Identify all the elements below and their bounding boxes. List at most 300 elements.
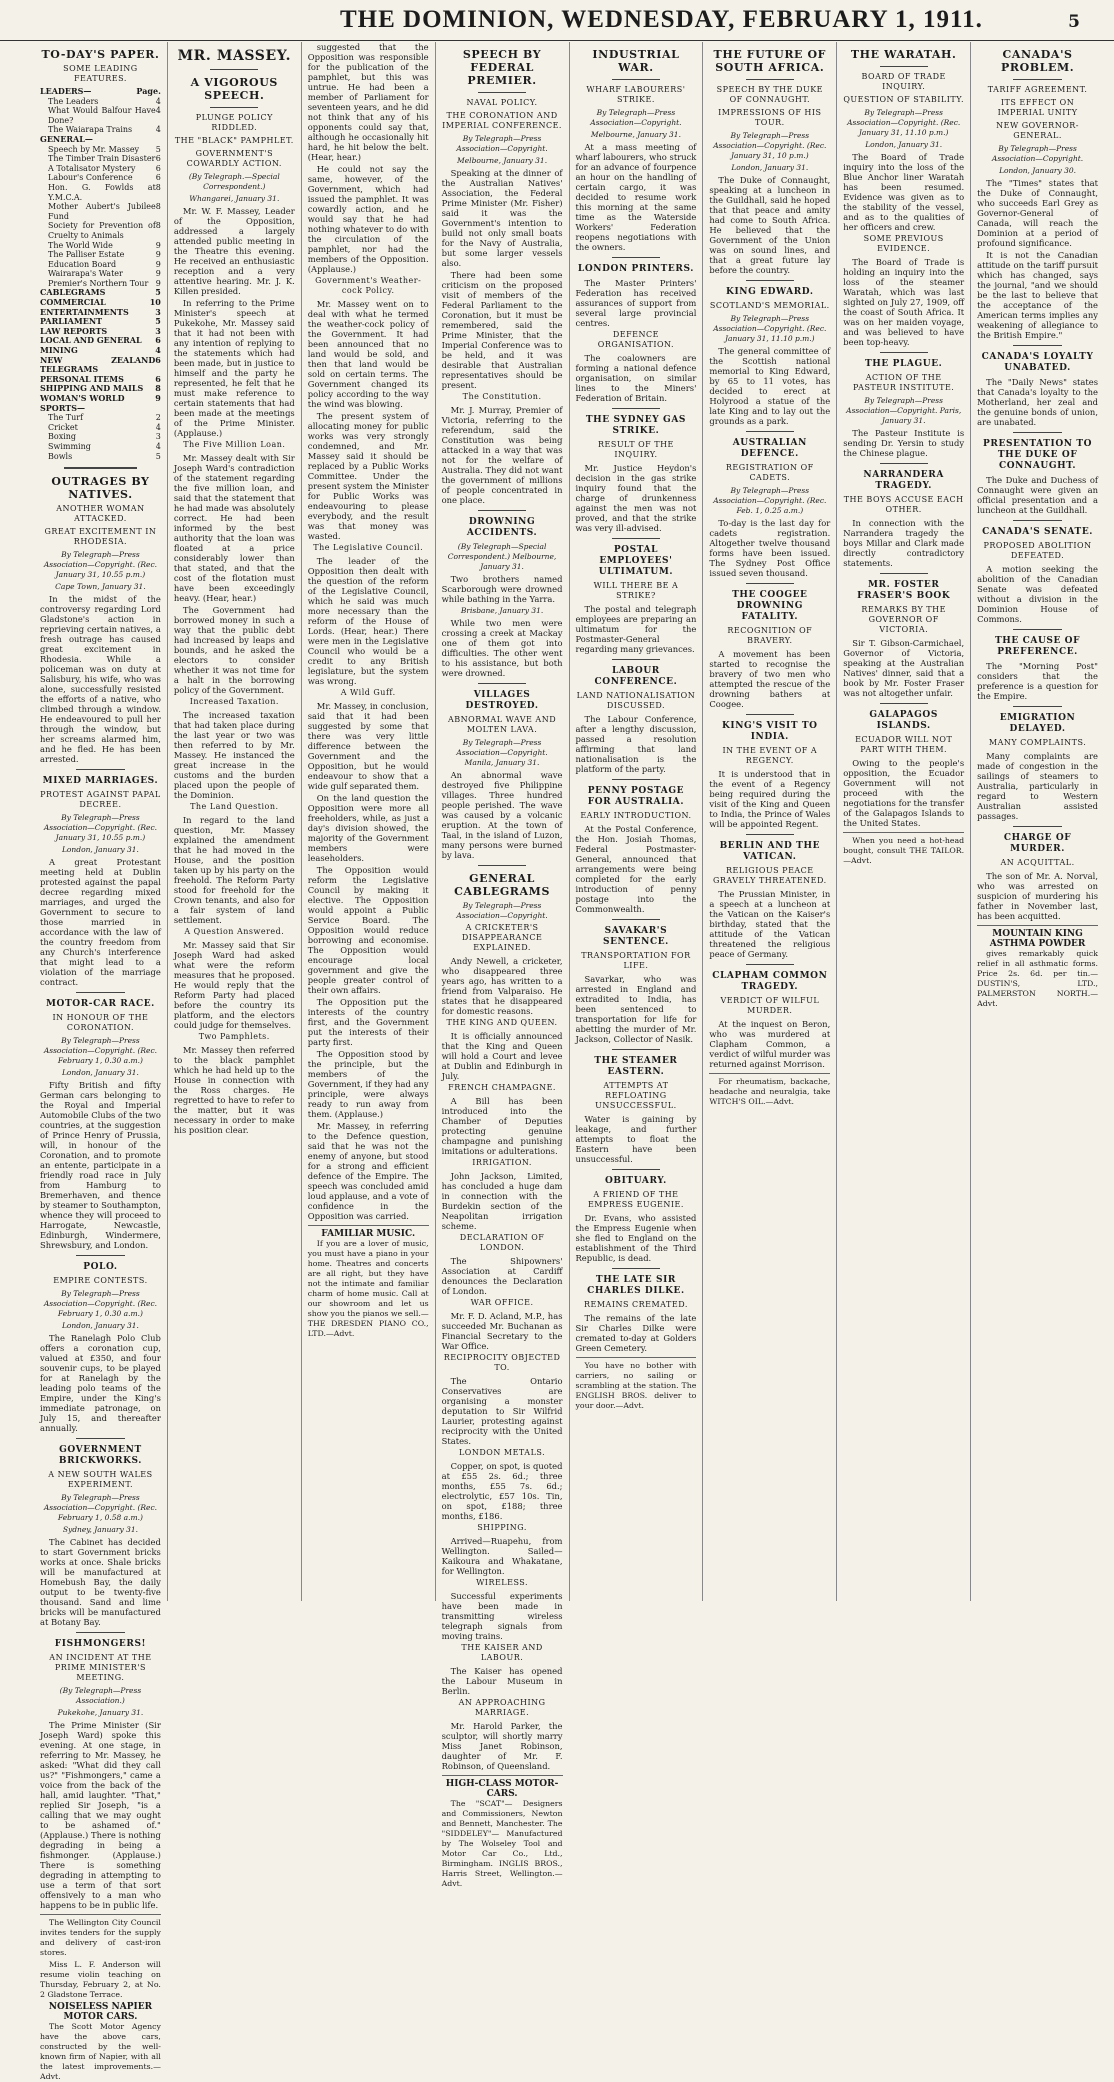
- article-heading: THE STEAMER EASTERN.: [594, 1056, 678, 1077]
- index-entry-page: 8: [155, 221, 161, 231]
- article-heading: PRESENTATION TO THE DUKE OF CONNAUGHT.: [983, 439, 1093, 471]
- article-heading: POSTAL EMPLOYEES' ULTIMATUM.: [598, 545, 674, 577]
- advertisement: [308, 1225, 429, 1339]
- dateline: Whangarei, January 31.: [189, 194, 280, 203]
- index-entry-label: Society for Prevention of Cruelty to Animals: [48, 221, 156, 240]
- divider: [612, 79, 660, 80]
- article-text: It is understood that in the event of a Regency being required during the visit of the King and Queen to India, the Prince of Wales will be appointed Regent.: [709, 769, 831, 829]
- article-heading: DROWNING ACCIDENTS.: [466, 517, 538, 538]
- article-text: While two men were crossing a creek at Mackay one of them got into difficulties. The other went to his assistance, but both were drowned.: [441, 618, 563, 678]
- section-heading: The Land Question.: [190, 802, 279, 811]
- article-text: The son of Mr. A. Norval, who was arrested on suspicion of murdering his father in November last, has been acquitted.: [977, 871, 1098, 921]
- dateline: Cape Town, January 31.: [55, 582, 146, 592]
- index-entry-page: 5: [155, 451, 161, 461]
- article-heading: MR. FOSTER FRASER'S BOOK: [857, 580, 951, 601]
- article-text: Fifty British and fifty German cars belonging to the Royal and Imperial Automobile Clubs of the two countries, at the suggestion of Prince Henry of Prussia, will, in honour of the Coronation, and to promote an entente, participate in a friendly road race in July from Hamburg to Bremerhaven, and thence by steamer to Southampton, whence they will proceed to Harrogate, Newcastle, Edinburgh, Windermere, Shrewsbury, and London.: [40, 1080, 161, 1251]
- column-5: [570, 42, 704, 1601]
- dateline: Pukekohe, January 31.: [57, 1708, 144, 1718]
- article-heading: VILLAGES DESTROYED.: [465, 690, 539, 711]
- index-entry-label: The Timber Train Disaster: [48, 154, 156, 164]
- article-subheading: THE CORONATION AND IMPERIAL CONFERENCE.: [442, 111, 562, 130]
- index-entry-label: PERSONAL ITEMS: [40, 373, 124, 384]
- index-entry: [40, 145, 161, 155]
- article-text: The "Times" states that the Duke of Connaught, who succeeds Earl Grey as Governor-General of Canada, will reach the Dominion at a period of profound significance.: [977, 178, 1098, 248]
- article-text: In the midst of the controversy regarding Lord Gladstone's action in reprieving certain natives, a fresh outrage has caused great excitement in Rhodesia. While a policeman was on duty at Salisbury, his wife, who was alone, successfully resisted the efforts of a native, who climbed through a window. He endeavoured to pull her through the window, but her screams alarmed him, and he fled. He has been arrested.: [40, 594, 161, 765]
- article-text: At the inquest on Beron, who was murdered at Clapham Common, a verdict of wilful murder was returned against Morrison.: [709, 1019, 831, 1069]
- dateline: London, January 31.: [61, 1068, 139, 1078]
- article-heading: LABOUR CONFERENCE.: [594, 666, 678, 687]
- dateline: London, January 31.: [731, 163, 809, 172]
- article-text: Water is gaining by leakage, and further attempts to float the Eastern have been unsuccessful.: [575, 1114, 697, 1164]
- index-entry-label: Bowls: [48, 451, 73, 461]
- ad-heading: NOISELESS NAPIER MOTOR CARS.: [48, 2002, 153, 2023]
- index-entry: [40, 164, 161, 174]
- article-text: Mr. Massey then referred to the black pamphlet which he had held up to the House in connection with the Ross charges. He regretted to have to refer to the matter, but it was necessary in order to make his position clear.: [173, 1045, 295, 1135]
- article-heading: CHARGE OF MURDER.: [1003, 833, 1072, 854]
- article-subheading: RECOGNITION OF BRAVERY.: [727, 626, 813, 645]
- column-7: [837, 42, 971, 1601]
- article-subheading: THE "BLACK" PAMPHLET.: [174, 136, 294, 145]
- credit-line: By Telegraph—Press Association—Copyright.: [456, 134, 548, 153]
- index-entry-page: 9: [155, 259, 161, 269]
- divider: [746, 583, 794, 584]
- article-subheading: IMPRESSIONS OF HIS TOUR.: [718, 108, 822, 127]
- article-text: Andy Newell, a cricketer, who disappeared three years ago, has written to a friend from Valparaiso. He states that he disappeared for domestic reasons.: [441, 956, 563, 1016]
- index-entry-label: NEW ZEALAND TELEGRAMS: [40, 354, 156, 375]
- article-subheading: ANOTHER WOMAN ATTACKED.: [56, 504, 145, 524]
- section-heading: The Constitution.: [462, 392, 542, 401]
- credit-line: By Telegraph—Press Association—Copyright. (Rec. January 31, 10 p.m.): [713, 131, 827, 160]
- index-entry-label: Education Board: [48, 259, 117, 269]
- index-entry-label: Cricket: [48, 422, 78, 432]
- index-entry-page: 10: [149, 297, 161, 308]
- page-number: 5: [1068, 12, 1080, 32]
- index-entry: [40, 154, 161, 164]
- article-heading: GENERAL CABLEGRAMS: [454, 872, 551, 898]
- article-subheading: VERDICT OF WILFUL MURDER.: [720, 996, 820, 1015]
- article-heading: THE COOGEE DROWNING FATALITY.: [732, 590, 808, 622]
- index-entry: [40, 173, 161, 183]
- article-heading: SPEECH BY FEDERAL PREMIER.: [462, 48, 542, 87]
- article-subheading: PROPOSED ABOLITION DEFEATED.: [983, 541, 1092, 560]
- article-text: The increased taxation that had taken place during the last year or two was then referred to by Mr. Massey. He instanced the great increase in the customs and the burden placed upon the people of the Dominion.: [173, 710, 295, 800]
- article-text: A Bill has been introduced into the Chamber of Deputies protecting genuine champagne and punishing imitations or adulterations.: [441, 1096, 563, 1156]
- dateline: Melbourne, January 31.: [457, 156, 548, 165]
- article-heading: THE CAUSE OF PREFERENCE.: [995, 636, 1081, 657]
- article-heading: AUSTRALIAN DEFENCE.: [732, 438, 807, 459]
- article-text: Mr. Massey, in conclusion, said that it had been suggested by some that there was very little difference between the Government and the Opposition, but he would endeavour to show that a wide gulf separated them.: [307, 701, 429, 791]
- article-text: Copper, on spot, is quoted at £55 2s. 6d.; three months, £55 7s. 6d.; electrolytic, £57 10s. Tin, on spot, £188; three months, £186.: [441, 1461, 563, 1521]
- divider: [1013, 706, 1061, 707]
- article-text: The Duke of Connaught, speaking at a luncheon in the Guildhall, said he hoped that that peace and amity had come to South Africa. He believed that the Government of the Union was on sound lines, and that a great future lay before the country.: [709, 175, 831, 275]
- divider: [210, 69, 258, 70]
- credit-line: By Telegraph—Press Association—Copyright. (Rec. January 31, 11.10 p.m.): [713, 314, 827, 343]
- advertisement: [576, 1357, 697, 1411]
- contents-index: [40, 87, 161, 461]
- article-text: In regard to the land question, Mr. Massey explained the amendment that he had moved in the House, and the position taken up by his party on the freehold. The Reform Party stood for freehold for the Crown tenants, and also for a fair system of land settlement.: [173, 815, 295, 925]
- article-text: Mr. Massey dealt with Sir Joseph Ward's contradiction of the statement regarding the five million loan, and said that the statement that he had made was absolutely correct. He had been informed by the best authority that the loan was floated at a price considerably lower than that stated, and that the cost of the flotation must have been exceedingly heavy. (Hear, hear.): [173, 453, 295, 603]
- index-entry-page: 9: [155, 240, 161, 250]
- index-entry: [40, 106, 161, 125]
- divider: [1013, 345, 1061, 346]
- index-entry-page: 9: [155, 269, 161, 279]
- article-subheading: TARIFF AGREEMENT.: [987, 85, 1088, 94]
- index-entry: [40, 250, 161, 260]
- article-text: Owing to the people's opposition, the Ecuador Government will not proceed with the negotiations for the transfer of the Galapagos Islands to the United States.: [843, 758, 965, 828]
- index-entry-page: 6: [155, 163, 161, 173]
- index-entry-page: 9: [155, 250, 161, 260]
- article-heading: THE FUTURE OF SOUTH AFRICA.: [713, 48, 827, 74]
- article-subheading: ACTION OF THE PASTEUR INSTITUTE.: [853, 373, 955, 392]
- article-heading: CANADA'S LOYALTY UNABATED.: [981, 352, 1094, 373]
- index-entry-label: ENTERTAINMENTS: [40, 306, 129, 317]
- index-entry: [40, 452, 161, 462]
- ad-heading: HIGH-CLASS MOTOR-CARS.: [445, 1779, 559, 1799]
- article-text: Two brothers named Scarborough were drowned while bathing in the Yarra.: [441, 574, 563, 604]
- index-entry-label: The Turf: [48, 413, 84, 423]
- index-entry-page: 2: [155, 413, 161, 423]
- article-text: The Government had borrowed money in such a way that the public debt had increased by leaps and bounds, and he asked the electors to consider whether it was not time for a halt in the borrowing policy of the Government.: [173, 605, 295, 695]
- article-heading: PENNY POSTAGE FOR AUSTRALIA.: [587, 786, 685, 807]
- divider: [880, 703, 928, 704]
- section-heading: A Question Answered.: [184, 927, 285, 936]
- ad-text: The "SCAT"— Designers and Commissioners, Newton and Bennett, Manchester. The "SIDDELEY"— Manufactured by The Wolseley Tool and Motor Car Co., Ltd., Birmingham. INGLIS BROS., Harris Street, Wellington.—Advt.: [441, 1799, 563, 1888]
- article-heading: INDUSTRIAL WAR.: [592, 48, 680, 74]
- divider: [478, 865, 526, 866]
- article-heading: BERLIN AND THE VATICAN.: [719, 841, 821, 862]
- index-entry-page: 6: [155, 154, 161, 164]
- article-subheading: ECUADOR WILL NOT PART WITH THEM.: [855, 735, 953, 754]
- ad-text: Miss L. F. Anderson will resume violin teaching on Thursday, February 2, at No. 2 Gladstone Terrace.: [40, 1960, 161, 2000]
- article-heading: GALAPAGOS ISLANDS.: [869, 710, 938, 731]
- article-subheading: RELIGIOUS PEACE GRAVELY THREATENED.: [712, 866, 827, 885]
- index-entry: [40, 135, 161, 145]
- index-entry: [40, 356, 161, 375]
- dateline: London, January 31.: [865, 140, 943, 149]
- article-text: The Master Printers' Federation has received assurances of support from several large provincial centres.: [575, 278, 697, 328]
- dateline: Brisbane, January 31.: [460, 606, 544, 615]
- article-text: Mr. Justice Heydon's decision in the gas strike inquiry found that the charge of drunkenness against the men was not proved, and that the strike was very ill-advised.: [575, 463, 697, 533]
- article-heading: THE SYDNEY GAS STRIKE.: [585, 415, 686, 436]
- ad-heading: MOUNTAIN KING ASTHMA POWDER: [989, 929, 1086, 949]
- article-text: On the land question the Opposition were more all freeholders, while, as just a day's division showed, the majority of the Government members were leaseholders.: [307, 793, 429, 863]
- credit-line: By Telegraph—Press Association—Copyright. Manila, January 31.: [456, 738, 548, 767]
- section-heading: SHIPPING.: [477, 1523, 527, 1532]
- index-entry-label: LAW REPORTS: [40, 325, 108, 336]
- credit-line: By Telegraph—Press Association—Copyright.: [590, 108, 682, 127]
- index-entry: [40, 423, 161, 433]
- divider: [1013, 432, 1061, 433]
- index-entry: [40, 432, 161, 442]
- index-entry-label: LEADERS—: [40, 86, 92, 96]
- index-entry-label: CABLEGRAMS: [40, 287, 106, 298]
- article-subheading: AN ACQUITTAL.: [1000, 858, 1075, 867]
- article-heading: FISHMONGERS!: [54, 1639, 147, 1650]
- article-heading: CANADA'S PROBLEM.: [1000, 48, 1075, 74]
- index-entry-label: LOCAL AND GENERAL: [40, 335, 142, 346]
- article-heading: NARRANDERA TRAGEDY.: [863, 470, 944, 491]
- index-entry: [40, 183, 161, 202]
- index-entry-page: 8: [155, 202, 161, 212]
- divider: [76, 992, 124, 993]
- article-text: The Ranelagh Polo Club offers a coronation cup, valued at £350, and four souvenir cups, to be played for at Ranelagh by the leading polo teams of the Empire, under the King's immediate patronage, on July 15, and thereafter annually.: [40, 1333, 161, 1434]
- index-entry: [40, 269, 161, 279]
- article-subheading: AN INCIDENT AT THE PRIME MINISTER'S MEETING.: [49, 1653, 152, 1683]
- advertisement: [40, 1914, 161, 2082]
- index-entry-label: Speech by Mr. Massey: [48, 144, 140, 154]
- index-entry-label: MINING: [40, 345, 78, 356]
- article-text: The Opposition stood by the principle, but the members of the Government, if they had any principle, were always ready to run away from them. (Applause.): [307, 1049, 429, 1119]
- article-subheading: THE BOYS ACCUSE EACH OTHER.: [843, 495, 964, 514]
- article-text: Mr. W. F. Massey, Leader of the Opposition, addressed a largely attended public meeting in the Theatre this evening. He received an enthusiastic reception and a very attentive hearing. Mr. J. K. Killen presided.: [173, 206, 295, 296]
- divider: [612, 1268, 660, 1269]
- index-entry-page: 6: [155, 354, 161, 365]
- index-entry-label: Hon. G. Fowlds at Y.M.C.A.: [48, 182, 156, 202]
- index-entry-page: 5: [155, 316, 161, 327]
- index-entry-page: 4: [155, 422, 161, 432]
- article-subheading: A VIGOROUS SPEECH.: [190, 76, 278, 102]
- divider: [612, 408, 660, 409]
- credit-line: By Telegraph—Press Association—Copyright. Paris, January 31.: [846, 396, 962, 425]
- ad-text: When you need a hot-head bought, consult THE TAILOR.—Advt.: [843, 836, 965, 865]
- article-text: Sir T. Gibson-Carmichael, Governor of Victoria, speaking at the Australian Natives' dinner, said that a book by Mr. Foster Fraser was not altogether unfair.: [843, 638, 965, 698]
- index-entry: [40, 87, 161, 97]
- article-text: The "Morning Post" considers that the preference is a question for the Empire.: [977, 661, 1098, 701]
- divider: [64, 467, 137, 469]
- article-text: John Jackson, Limited, has concluded a huge dam in connection with the Burdekin section of the Neapolitan irrigation scheme.: [441, 1171, 563, 1231]
- article-text: The general committee of the Scottish national memorial to King Edward, by 65 to 11 votes, has decided to erect at Holyrood a statue of the late King and to lay out the grounds as a park.: [709, 346, 831, 426]
- section-heading: THE KING AND QUEEN.: [446, 1018, 558, 1027]
- divider: [1013, 629, 1061, 630]
- section-heading: SOME PREVIOUS EVIDENCE.: [863, 234, 944, 253]
- divider: [1013, 826, 1061, 827]
- todays-paper-heading: TO-DAY'S PAPER.: [41, 48, 160, 61]
- divider: [1013, 520, 1061, 521]
- index-entry-label: Labour's Conference: [48, 173, 133, 183]
- column-3: [302, 42, 436, 1601]
- section-heading: Two Pamphlets.: [198, 1032, 270, 1041]
- article-text: The "Daily News" states that Canada's loyalty to the Motherland, her zeal and the genuine bonds of union, are unabated.: [977, 377, 1098, 427]
- divider: [746, 964, 794, 965]
- ad-text: You have no bother with carriers, no sailing or scrambling at the station. The ENGLISH BROS. deliver to your door.—Advt.: [575, 1361, 697, 1410]
- divider: [612, 538, 660, 539]
- article-subheading: PLUNGE POLICY RIDDLED.: [195, 113, 273, 132]
- article-text: It is officially announced that the King and Queen will hold a Court and levee at Dublin and Edinburgh in July.: [441, 1031, 563, 1081]
- article-text: A great Protestant meeting held at Dublin protested against the papal decree regarding mixed marriages, and urged the Government to secure to those married in accordance with the law of the country freedom from any Church's interference that might lead to a violation of the marriage contract.: [40, 857, 161, 988]
- article-subheading: WHARF LABOURERS' STRIKE.: [586, 85, 686, 104]
- ad-text: The Wellington City Council invites tenders for the supply and delivery of cast-iron stores.: [40, 1918, 161, 1958]
- article-heading: EMIGRATION DELAYED.: [999, 713, 1076, 734]
- divider: [612, 919, 660, 920]
- article-heading: OUTRAGES BY NATIVES.: [51, 475, 150, 502]
- index-entry-label: The Palliser Estate: [48, 250, 125, 260]
- index-entry-label: A Totalisator Mystery: [48, 163, 136, 173]
- index-entry-page: 5: [155, 144, 161, 154]
- section-heading: The Five Million Loan.: [183, 440, 286, 449]
- index-entry-label: WOMAN'S WORLD: [40, 393, 125, 403]
- divider: [478, 92, 526, 93]
- divider: [880, 573, 928, 574]
- article-subheading: PROTEST AGAINST PAPAL DECREE.: [40, 790, 161, 810]
- column-4: [436, 42, 570, 1888]
- article-subheading: QUESTION OF STABILITY.: [843, 95, 965, 104]
- article-text: The present system of allocating money for public works was very strongly condemned, and Mr. Massey said it should be replaced by a Public Works Committee. Under the present system the Minister for Public Works was endeavouring to please everybody, and the result was that money was wasted.: [307, 411, 429, 541]
- divider: [612, 257, 660, 258]
- divider: [880, 463, 928, 464]
- article-text: The remains of the late Sir Charles Dilke were cremated to-day at Golders Green Cemetery.: [575, 1313, 697, 1353]
- article-subheading: ITS EFFECT ON IMPERIAL UNITY: [997, 98, 1078, 117]
- index-entry-page: 4: [155, 96, 161, 106]
- index-entry-page: 4: [155, 106, 161, 116]
- article-text: In connection with the Narrandera tragedy the boys Millar and Clark made directly contradictory statements.: [843, 518, 965, 568]
- divider: [612, 1049, 660, 1050]
- article-heading: KING EDWARD.: [726, 287, 814, 297]
- article-text: Mr. Massey said that Sir Joseph Ward had asked what were the reform measures that he proposed. He would reply that the Reform Party had placed before the country its platform, and the electors could judge for themselves.: [173, 940, 295, 1030]
- index-entry-page: 8: [155, 383, 161, 394]
- article-heading: LONDON PRINTERS.: [577, 264, 694, 274]
- divider: [478, 683, 526, 684]
- credit-line: By Telegraph—Press Association—Copyright. (Rec. Feb. 1, 0.25 a.m.): [713, 486, 827, 515]
- section-heading: WAR OFFICE.: [470, 1298, 534, 1307]
- article-text: The Prussian Minister, in a speech at a luncheon at the Vatican on the Kaiser's birthday, stated that the attitude of the Vatican threatened the religious peace of Germany.: [709, 889, 831, 959]
- column-6: [703, 42, 837, 1601]
- article-subheading: ATTEMPTS AT REFLOATING UNSUCCESSFUL.: [595, 1081, 677, 1110]
- index-entry-label: The Waiarapa Trains: [48, 125, 133, 135]
- credit-line: (By Telegraph—Special Correspondent.) Melbourne, January 31.: [447, 542, 557, 571]
- index-entry: [40, 404, 161, 414]
- article-text: The Cabinet has decided to start Government bricks works at once. Shale bricks will be manufactured at Homebush Bay, the daily output to be twenty-five thousand. Sand and lime bricks will be manufactured at Botany Bay.: [40, 1537, 161, 1628]
- article-subheading: GOVERNMENT'S COWARDLY ACTION.: [186, 149, 282, 168]
- index-entry-label: What Would Balfour Have Done?: [48, 106, 156, 125]
- divider: [76, 1632, 124, 1633]
- masthead: [0, 0, 1114, 41]
- article-subheading: REMAINS CREMATED.: [583, 1300, 688, 1309]
- article-text: A motion seeking the abolition of the Canadian Senate was defeated without a division in the Dominion House of Commons.: [977, 564, 1098, 624]
- dateline: Sydney, January 31.: [62, 1525, 139, 1535]
- article-subheading: LAND NATIONALISATION DISCUSSED.: [576, 691, 696, 710]
- article-text: Many complaints are made of congestion in the sailings of steamers to Australia, particularly in regard to Western Australian assisted passages.: [977, 751, 1098, 821]
- credit-line: By Telegraph—Press Association—Copyright. (Rec. February 1, 0.30 a.m.): [43, 1289, 158, 1319]
- divider: [1013, 79, 1061, 80]
- article-text: He could not say the same, however, of the Government, which had issued the pamphlet. It was cowardly action, and he would say that he had nothing whatever to do with the circulation of the pamphlet, nor had the members of the Opposition. (Applause.): [307, 164, 429, 274]
- section-heading: IRRIGATION.: [472, 1158, 532, 1167]
- article-subheading: A FRIEND OF THE EMPRESS EUGENIE.: [587, 1190, 684, 1209]
- advertisement: [709, 1073, 830, 1107]
- article-subheading: REMARKS BY THE GOVERNOR OF VICTORIA.: [861, 605, 946, 634]
- article-subheading: IN HONOUR OF THE CORONATION.: [52, 1013, 149, 1033]
- credit-line: By Telegraph—Press Association—Copyright. (Rec. January 31, 10.55 p.m.): [43, 813, 158, 843]
- column-8: [971, 42, 1104, 1601]
- masthead-title: THE DOMINION, WEDNESDAY, FEBRUARY 1, 1911.: [340, 6, 983, 33]
- credit-line: By Telegraph—Press Association—Copyright.: [991, 144, 1084, 163]
- divider: [746, 834, 794, 835]
- section-heading: Government's Weather-cock Policy.: [315, 276, 422, 295]
- index-entry-page: 9: [155, 278, 161, 288]
- article-text: Arrived—Ruapehu, from Wellington. Sailed—Kaikoura and Whakatane, for Wellington.: [441, 1536, 563, 1576]
- article-text: Mr. Harold Parker, the sculptor, will shortly marry Miss Janet Robinson, daughter of Mr. F. Robinson, of Queensland.: [441, 1721, 563, 1771]
- section-heading: A Wild Guff.: [340, 688, 396, 697]
- divider: [612, 659, 660, 660]
- article-text: The leader of the Opposition then dealt with the question of the reform of the Legislative Council, which he said was much more necessary than the reform of the House of Lords. (Hear, hear.) There were men in the Legislative Council who would be a credit to any British legislature, but the system was wrong.: [307, 556, 429, 686]
- index-entry-page: 6: [155, 335, 161, 346]
- section-heading: RECIPROCITY OBJECTED TO.: [443, 1353, 561, 1372]
- article-heading: KING'S VISIT TO INDIA.: [722, 721, 818, 742]
- article-text: The Duke and Duchess of Connaught were given an official presentation and a luncheon at the Guildhall.: [977, 475, 1098, 515]
- index-entry-label: COMMERCIAL: [40, 297, 106, 308]
- advertisement: [977, 925, 1098, 1009]
- article-heading: CLAPHAM COMMON TRAGEDY.: [712, 971, 828, 992]
- index-entry-page: 4: [155, 125, 161, 135]
- article-heading: THE LATE SIR CHARLES DILKE.: [587, 1275, 685, 1296]
- article-text: To-day is the last day for cadets registration. Altogether twelve thousand forms have been issued. The Sydney Post Office issued seven thousand.: [709, 518, 831, 578]
- article-text: The coalowners are forming a national defence organisation, on similar lines to the Miners' Federation of Britain.: [575, 353, 697, 403]
- divider: [76, 1438, 124, 1439]
- article-subheading: EMPIRE CONTESTS.: [53, 1276, 148, 1286]
- leading-features-subheading: SOME LEADING FEATURES.: [63, 64, 138, 83]
- credit-line: By Telegraph—Press Association—Copyright. (Rec. February 1, 0.58 a.m.): [43, 1493, 158, 1523]
- article-text: In referring to the Prime Minister's speech at Pukekohe, Mr. Massey said that it had not been with any intention of replying to the statements which had been made, but in justice to himself and the party he represented, he felt that he must make reference to certain statements that had been made at the meetings of the Prime Minister. (Applause.): [173, 298, 295, 438]
- credit-line: (By Telegraph—Press Association.): [59, 1686, 142, 1706]
- index-entry-label: SHIPPING AND MAILS: [40, 383, 144, 394]
- dateline: Melbourne, January 31.: [590, 130, 681, 139]
- index-entry-page: Page.: [136, 86, 161, 96]
- section-heading: THE KAISER AND LABOUR.: [461, 1643, 543, 1662]
- article-text: The Kaiser has opened the Labour Museum in Berlin.: [441, 1666, 563, 1696]
- ad-text: If you are a lover of music, you must have a piano in your home. Theatres and concerts are all right, but they have not the intimate and familiar charm of home music. Call at our showroom and let us show you the pianos we sell.—THE DRESDEN PIANO CO., LTD.—Advt.: [307, 1239, 429, 1338]
- section-heading: The Legislative Council.: [313, 543, 424, 552]
- article-text: At a mass meeting of wharf labourers, who struck for an advance of fourpence an hour on the handling of certain cargo, it was decided to resume work this morning at the same time as the Waterside Workers' Federation reopens negotiations with the owners.: [575, 142, 697, 252]
- article-heading: MR. MASSEY.: [177, 48, 292, 64]
- article-text: Successful experiments have been made in transmitting wireless telegraph signals from moving trains.: [441, 1591, 563, 1641]
- article-subheading: NAVAL POLICY.: [466, 98, 538, 107]
- article-text: The Opposition put the interests of the country first, and the Government put the interests of their party first.: [307, 997, 429, 1047]
- article-text: The Opposition would reform the Legislative Council by making it elective. The Opposition would appoint a Public Service Board. The Opposition would reduce borrowing and economise. The Opposition would encourage local government and give the people greater control of their own affairs.: [307, 865, 429, 995]
- article-text: The Board of Trade inquiry into the loss of the Blue Anchor liner Waratah has been resumed. Evidence was given as to the stability of the vessel, and as to the qualities of her officers and crew.: [843, 152, 965, 232]
- advertisement: [843, 832, 964, 866]
- article-text: Mr. F. D. Acland, M.P., has succeeded Mr. Buchanan as Financial Secretary to the War Office.: [441, 1311, 563, 1351]
- divider: [746, 280, 794, 281]
- article-subheading: REGISTRATION OF CADETS.: [725, 463, 814, 482]
- divider: [746, 431, 794, 432]
- article-subheading: TRANSPORTATION FOR LIFE.: [581, 951, 691, 970]
- section-heading: WIRELESS.: [476, 1578, 529, 1587]
- index-entry: [40, 413, 161, 423]
- index-entry-page: 3: [155, 325, 161, 336]
- section-heading: DEFENCE ORGANISATION.: [597, 330, 675, 349]
- divider: [746, 714, 794, 715]
- divider: [612, 779, 660, 780]
- section-heading: Increased Taxation.: [189, 697, 279, 706]
- index-entry-page: 5: [155, 287, 161, 298]
- article-subheading: RESULT OF THE INQUIRY.: [597, 440, 674, 459]
- index-entry-page: 4: [155, 345, 161, 356]
- index-entry-label: GENERAL—: [40, 133, 93, 144]
- credit-line: By Telegraph—Press Association—Copyright. (Rec. January 31, 11.10 p.m.): [847, 108, 961, 137]
- article-text: A movement has been started to recognise the bravery of two men who attempted the rescue of the drowning bathers at Coogee.: [709, 649, 831, 709]
- divider: [76, 1255, 124, 1256]
- article-text: The postal and telegraph employees are preparing an ultimatum for the Postmaster-General regarding many grievances.: [575, 604, 697, 654]
- section-heading: LONDON METALS.: [458, 1448, 546, 1457]
- index-entry-page: 6: [155, 373, 161, 384]
- article-text: The Pasteur Institute is sending Dr. Yersin to study the Chinese plague.: [843, 428, 965, 458]
- article-subheading: ABNORMAL WAVE AND MOLTEN LAVA.: [448, 715, 557, 734]
- index-entry: [40, 241, 161, 251]
- divider: [612, 1169, 660, 1170]
- article-subheading: NEW GOVERNOR-GENERAL.: [996, 121, 1079, 140]
- index-entry: [40, 221, 161, 240]
- article-text: Mr. J. Murray, Premier of Victoria, referring to the referendum, said the Constitution was being attacked in a way that was not for the welfare of Australia. They did not want the government of millions of people concentrated in one place.: [441, 405, 563, 505]
- article-text: Speaking at the dinner of the Australian Natives' Association, the Federal Prime Minister (Mr. Fisher) said it was the Government's intention to build not only small boats for the Navy of Australia, but some larger vessels also.: [441, 168, 563, 268]
